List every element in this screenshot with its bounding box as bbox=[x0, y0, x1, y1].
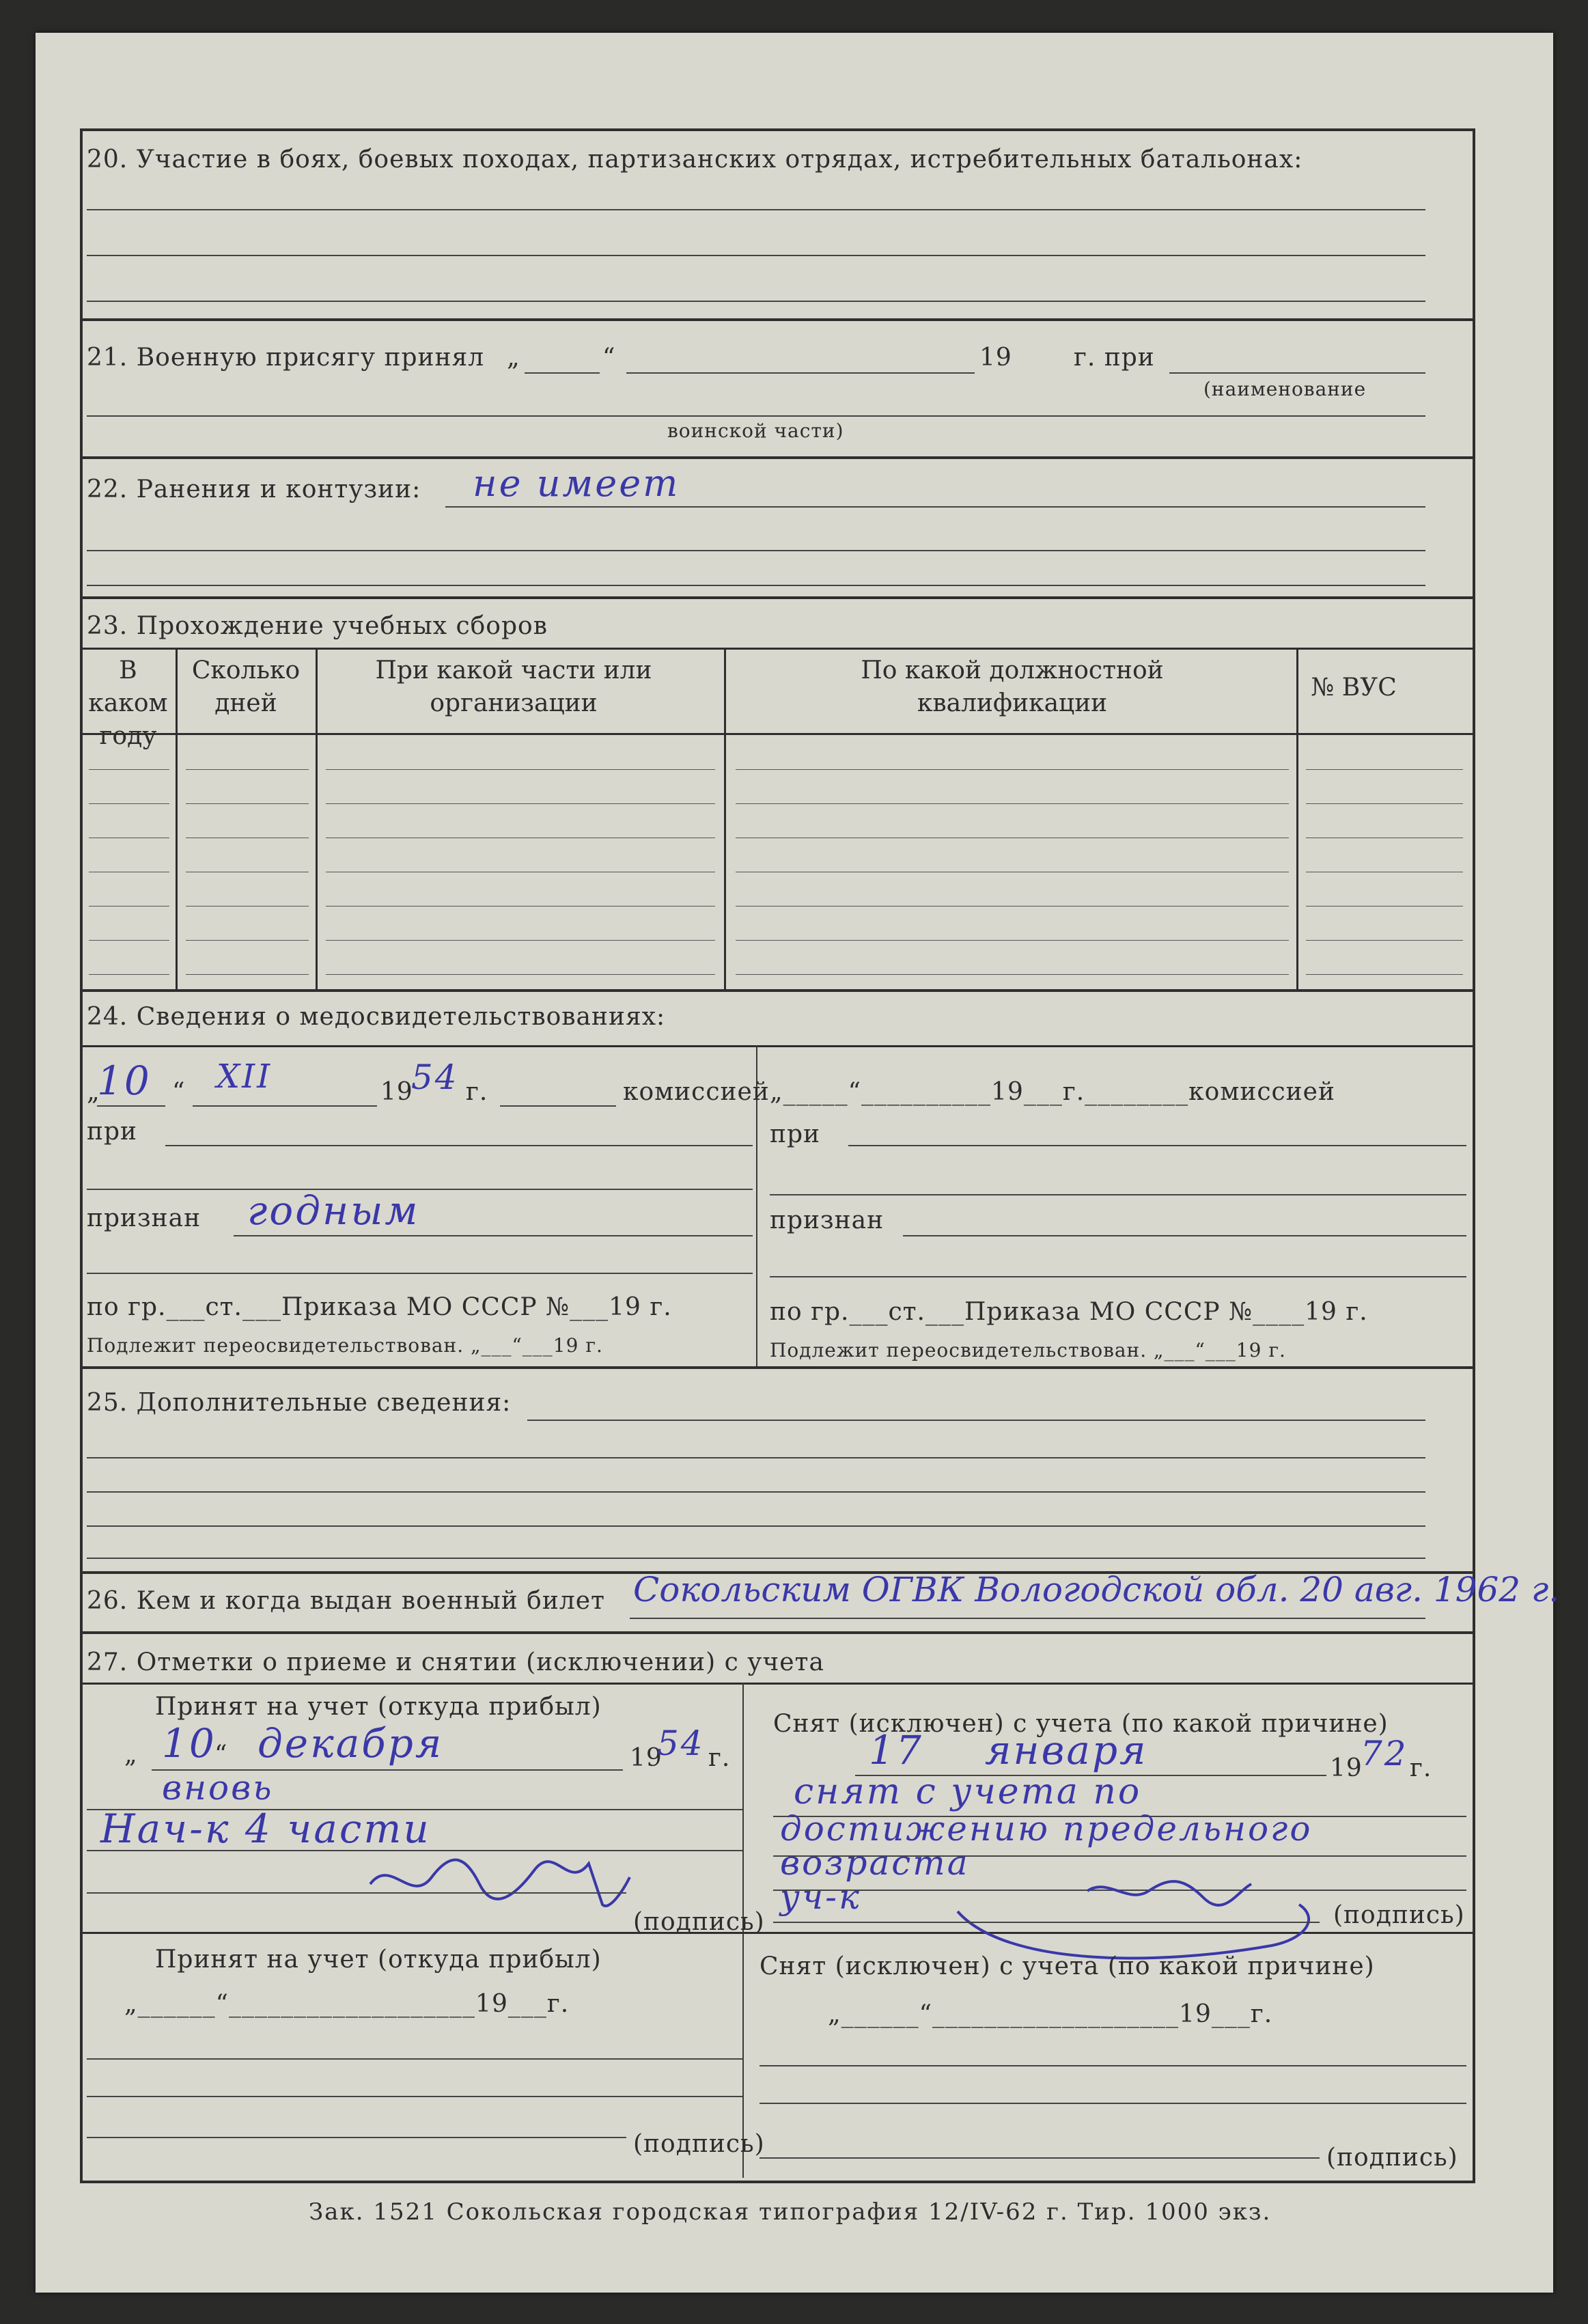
s24-right-priznan: признан bbox=[770, 1206, 884, 1234]
s27-accepted2-signature-label: (подпись) bbox=[633, 2130, 765, 2158]
s24-left-line bbox=[87, 1273, 753, 1274]
section-divider bbox=[80, 596, 1473, 599]
table-row-line bbox=[326, 974, 715, 975]
table-row-line bbox=[89, 906, 169, 907]
s24-right-resurvey: Подлежит переосвидетельствован. „___“___19 г. bbox=[770, 1339, 1286, 1361]
s24-left-month: XII bbox=[217, 1057, 273, 1096]
col-qualification-header: По какой должностной квалификации bbox=[861, 656, 1164, 717]
s24-right-priznan-line bbox=[903, 1235, 1466, 1236]
table-top-line bbox=[80, 648, 1473, 650]
s27-accepted1-year-prefix: 19 bbox=[630, 1744, 663, 1772]
s24-right-line bbox=[770, 1194, 1466, 1195]
s27-removed1-day: 17 bbox=[869, 1727, 923, 1773]
s27-label: 27. Отметки о приеме и снятии (исключении) с учета bbox=[87, 1648, 824, 1676]
s27-accepted1-year-suffix: г. bbox=[708, 1744, 731, 1772]
s22-line bbox=[87, 550, 1425, 551]
footer-print-info: Зак. 1521 Сокольская городская типография 12/IV-62 г. Тир. 1000 экз. bbox=[309, 2198, 1272, 2226]
s22-label: 22. Ранения и контузии: bbox=[87, 475, 421, 503]
table-row-line bbox=[89, 974, 169, 975]
s20-line bbox=[87, 301, 1425, 302]
s27-accepted1-origin: вновь bbox=[162, 1768, 274, 1808]
s24-left-priznan-line bbox=[234, 1235, 753, 1236]
s24-left-day: 10 bbox=[97, 1057, 152, 1104]
s22-line bbox=[87, 585, 1425, 586]
s21-note-unit: воинской части) bbox=[667, 419, 844, 442]
s26-handwritten: Сокольским ОГВК Вологодской обл. 20 авг. 1962 г. bbox=[633, 1570, 1560, 1609]
table-row-line bbox=[89, 803, 169, 804]
table-row-line bbox=[326, 803, 715, 804]
table-row-line bbox=[186, 906, 309, 907]
table-row-line bbox=[1306, 906, 1463, 907]
table-row-line bbox=[326, 906, 715, 907]
section-divider bbox=[80, 318, 1473, 321]
s27-accepted1-year: 54 bbox=[657, 1724, 705, 1763]
s21-unit-line bbox=[1169, 372, 1425, 374]
table-row-line bbox=[186, 803, 309, 804]
s27-removed1-officer: уч-к bbox=[780, 1877, 861, 1917]
s27-removed2-signature-line bbox=[760, 2157, 1320, 2159]
table-row-line bbox=[1306, 803, 1463, 804]
s22-handwritten: не имеет bbox=[473, 462, 680, 505]
s24-left-quote-open: „ bbox=[87, 1078, 100, 1106]
col-divider bbox=[316, 648, 318, 989]
table-row-line bbox=[736, 803, 1289, 804]
s27-removed2-line bbox=[760, 2103, 1466, 2104]
s24-top-line bbox=[80, 1045, 1473, 1047]
s27-accepted1-officer: Нач-к 4 части bbox=[100, 1806, 431, 1852]
s27-accepted1-quote: “ bbox=[214, 1741, 228, 1769]
s21-month-line bbox=[626, 372, 975, 374]
s24-right-line bbox=[770, 1276, 1466, 1277]
s27-top-line bbox=[80, 1683, 1473, 1685]
s27-accepted2-signature-line bbox=[87, 2137, 626, 2138]
s24-left-year-suffix: г. bbox=[466, 1078, 488, 1106]
s27-removed2-signature-label: (подпись) bbox=[1326, 2144, 1458, 2172]
s27-accepted1-signature bbox=[363, 1843, 637, 1918]
table-row-line bbox=[89, 769, 169, 770]
s27-removed1-signature-line bbox=[773, 1922, 1320, 1923]
s24-left-year-prefix: 19 bbox=[380, 1078, 413, 1106]
s25-line bbox=[87, 1525, 1425, 1527]
s27-removed2-label: Снят (исключен) с учета (по какой причине) bbox=[760, 1952, 1375, 1980]
table-row-line bbox=[1306, 940, 1463, 941]
s21-day-line bbox=[525, 372, 600, 374]
s26-line bbox=[630, 1618, 1425, 1619]
s25-line bbox=[527, 1420, 1425, 1421]
s24-left-priznan: признан bbox=[87, 1204, 201, 1232]
s27-removed1-month: января bbox=[985, 1727, 1148, 1773]
s21-label: 21. Военную присягу принял bbox=[87, 344, 485, 372]
table-row-line bbox=[736, 769, 1289, 770]
table-row-line bbox=[736, 906, 1289, 907]
s27-removed1-year: 72 bbox=[1361, 1734, 1408, 1773]
s27-accepted2-date: „______“___________________19___г. bbox=[124, 1990, 570, 2018]
col-year-header: В каком году bbox=[88, 656, 168, 750]
s24-right-pri: при bbox=[770, 1120, 821, 1148]
s27-removed2-date: „______“___________________19___г. bbox=[828, 2000, 1273, 2028]
s24-right-order-line: по гр.___ст.___Приказа МО СССР №____19 г. bbox=[770, 1298, 1368, 1326]
s27-accepted2-line bbox=[87, 2096, 742, 2097]
s21-year-prefix: 19 bbox=[979, 344, 1012, 372]
table-header-line bbox=[80, 733, 1473, 735]
table-row-line bbox=[186, 940, 309, 941]
s21-year-suffix: г. при bbox=[1074, 344, 1155, 372]
table-row-line bbox=[736, 974, 1289, 975]
s27-accepted1-month: декабря bbox=[257, 1720, 444, 1767]
s27-removed1-signature-label: (подпись) bbox=[1333, 1901, 1465, 1929]
s24-left-month-line bbox=[193, 1105, 377, 1107]
s27-accepted1-quote: „ bbox=[124, 1741, 138, 1769]
s24-left-order-line: по гр.___ст.___Приказа МО СССР №___19 г. bbox=[87, 1293, 672, 1321]
s25-line bbox=[87, 1558, 1425, 1559]
col-divider bbox=[176, 648, 178, 989]
s21-note-naming: (наименование bbox=[1203, 378, 1367, 400]
s26-label: 26. Кем и когда выдан военный билет bbox=[87, 1587, 605, 1615]
table-row-line bbox=[186, 974, 309, 975]
table-row-line bbox=[326, 940, 715, 941]
s24-right-pri-line bbox=[848, 1145, 1466, 1146]
s27-accepted2-label: Принят на учет (откуда прибыл) bbox=[155, 1946, 602, 1974]
s27-removed1-label: Снят (исключен) с учета (по какой причине) bbox=[773, 1710, 1389, 1738]
s27-removed1-reason: достижению предельного bbox=[780, 1809, 1313, 1849]
col-days-header: Сколько дней bbox=[191, 656, 301, 717]
s27-accepted1-signature-label: (подпись) bbox=[633, 1908, 765, 1936]
section-divider bbox=[80, 989, 1473, 992]
s24-left-commission-line bbox=[500, 1105, 616, 1107]
table-row-line bbox=[736, 940, 1289, 941]
s25-label: 25. Дополнительные сведения: bbox=[87, 1389, 512, 1417]
table-row-line bbox=[326, 769, 715, 770]
s27-removed1-signature bbox=[951, 1870, 1333, 1966]
s24-left-pri: при bbox=[87, 1118, 138, 1146]
s25-line bbox=[87, 1491, 1425, 1493]
s24-left-year: 54 bbox=[411, 1057, 459, 1097]
s27-removed1-reason: возраста bbox=[780, 1843, 970, 1883]
s25-line bbox=[87, 1457, 1425, 1458]
s23-label: 23. Прохождение учебных сборов bbox=[87, 612, 548, 640]
s24-left-quote-close: “ bbox=[172, 1078, 186, 1106]
table-row-line bbox=[1306, 769, 1463, 770]
table-row-line bbox=[89, 940, 169, 941]
s20-line bbox=[87, 209, 1425, 210]
s21-quote-close: “ bbox=[602, 344, 616, 372]
table-row-line bbox=[186, 769, 309, 770]
s24-left-commission: комиссией bbox=[623, 1078, 770, 1106]
s21-quote-open: „ bbox=[507, 344, 520, 372]
col-divider bbox=[724, 648, 726, 989]
s27-removed1-year-prefix: 19 bbox=[1330, 1754, 1363, 1782]
section-divider bbox=[80, 1631, 1473, 1634]
s27-accepted2-line bbox=[87, 2058, 742, 2060]
s27-accepted1-day: 10 bbox=[162, 1720, 217, 1767]
s22-line bbox=[445, 506, 1425, 508]
s27-accepted1-label: Принят на учет (откуда прибыл) bbox=[155, 1693, 602, 1721]
col-unit-header: При какой части или организации bbox=[375, 656, 652, 717]
s21-line bbox=[87, 415, 1425, 417]
s20-label: 20. Участие в боях, боевых походах, партизанских отрядах, истребительных батальонах: bbox=[87, 146, 1303, 174]
s27-removed2-line bbox=[760, 2065, 1466, 2066]
col-vus-header: № ВУС bbox=[1311, 674, 1397, 702]
table-row-line bbox=[1306, 974, 1463, 975]
s24-left-day-line bbox=[97, 1105, 165, 1107]
form-sheet bbox=[36, 33, 1560, 2293]
col-divider bbox=[1296, 648, 1298, 989]
section-divider bbox=[80, 456, 1473, 459]
s24-left-status: годным bbox=[247, 1187, 420, 1234]
section-divider bbox=[80, 1366, 1473, 1369]
s24-label: 24. Сведения о медосвидетельствованиях: bbox=[87, 1003, 666, 1031]
s27-accepted1-signature-line bbox=[87, 1892, 626, 1894]
s27-removed1-year-suffix: г. bbox=[1410, 1754, 1432, 1782]
s20-line bbox=[87, 255, 1425, 256]
s27-removed1-reason: снят с учета по bbox=[794, 1771, 1142, 1812]
s24-left-resurvey: Подлежит переосвидетельствован. „___“___19 г. bbox=[87, 1334, 603, 1357]
s24-right-line1: „_____“__________19___г.________комиссией bbox=[770, 1078, 1335, 1106]
s24-left-pri-line bbox=[165, 1145, 753, 1146]
